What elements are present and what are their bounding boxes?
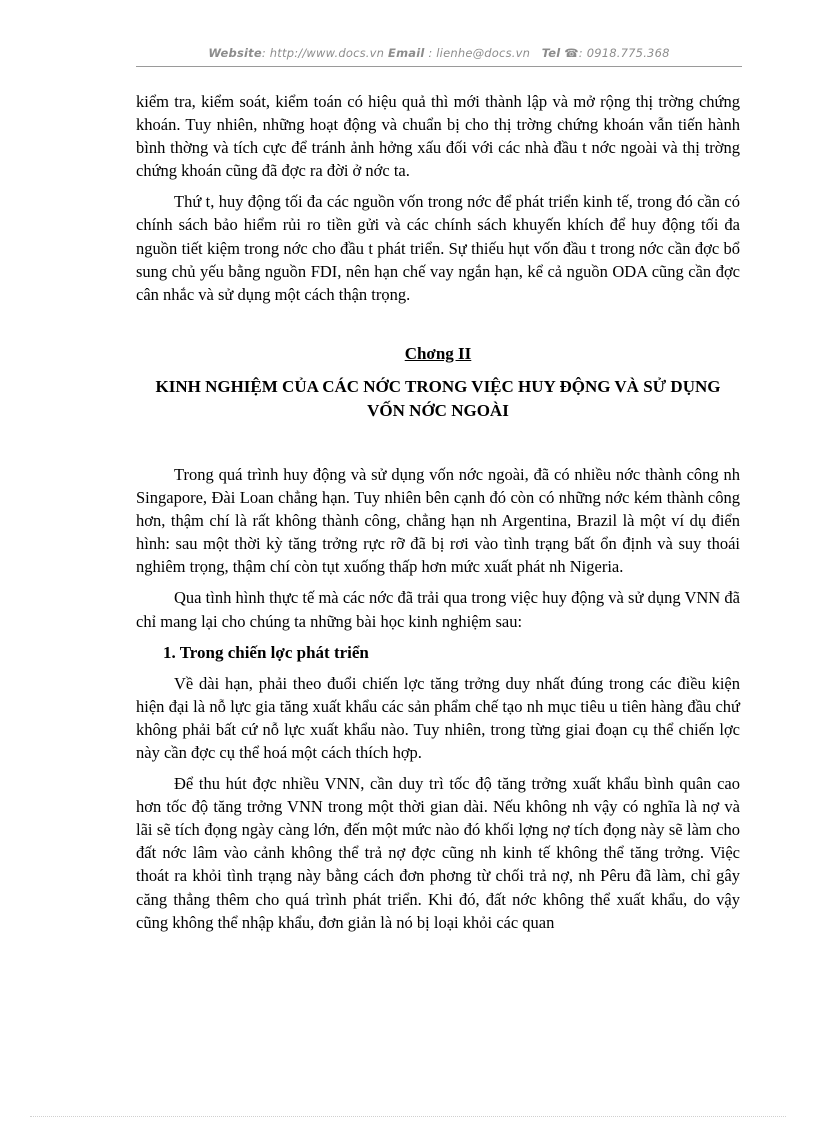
header-divider bbox=[136, 66, 742, 67]
paragraph-3: Trong quá trình huy động và sử dụng vốn nớc ngoài, đã có nhiều nớc thành công nh Singapore, Đài Loan chẳng hạn. Tuy nhiên bên cạnh đó còn có những nớc kém thành công hơn, thậm chí là rất không thành công, chẳng hạn nh Argentina, Brazil là một ví dụ điển hình: sau một thời kỳ tăng trởng rực rỡ đã bị rơi vào tình trạng bất ổn định và suy thoái nghiêm trọng, thậm chí còn tụt xuống thấp hơn mức xuất phát nh Nigeria. bbox=[136, 464, 740, 577]
paragraph-1: kiểm tra, kiểm soát, kiểm toán có hiệu quả thì mới thành lập và mở rộng thị trờng chứng khoán. Tuy nhiên, những hoạt động và chuẩn bị cho thị trờng chứng khoán vẫn tiến hành bình thờng và tích cực để tránh ảnh hởng xấu đối với các nhà đầu t nớc ngoài và thị trờng chứng khoán cũng đã đợc ra đời ở nớc ta. bbox=[136, 92, 740, 181]
tel-label: Tel bbox=[541, 46, 561, 60]
document-body bbox=[136, 90, 740, 934]
email-value: : lienhe@docs.vn bbox=[428, 46, 531, 60]
paragraph-4: Qua tình hình thực tế mà các nớc đã trải qua trong việc huy động và sử dụng VNN đã chỉ mang lại cho chúng ta những bài học kinh nghiệm sau: bbox=[136, 588, 740, 631]
chapter-heading: Chơng II bbox=[404, 343, 472, 363]
chapter-title: KINH NGHIỆM CỦA CÁC NỚC TRONG VIỆC HUY ĐỘNG VÀ SỬ DỤNG VỐN NỚC NGOÀI bbox=[155, 376, 721, 420]
website-label: Website bbox=[208, 46, 262, 60]
section-heading-1: 1. Trong chiến lợc phát triển bbox=[163, 642, 369, 662]
footer-divider bbox=[30, 1116, 786, 1117]
email-label: Email bbox=[388, 46, 425, 60]
phone-icon: ☎ bbox=[564, 46, 579, 60]
paragraph-2: Thứ t, huy động tối đa các nguồn vốn trong nớc để phát triển kinh tế, trong đó cần có chính sách bảo hiểm rủi ro tiền gửi và các chính sách khuyến khích để huy động tối đa nguồn tiết kiệm trong nớc cho đầu t phát triển. Sự thiếu hụt vốn đầu t trong nớc cần đợc bổ sung chủ yếu bằng nguồn FDI, nên hạn chế vay ngắn hạn, kể cả nguồn ODA cũng cần đợc cân nhắc và sử dụng một cách thận trọng. bbox=[136, 192, 740, 304]
tel-value: : 0918.775.368 bbox=[578, 46, 670, 60]
paragraph-6: Để thu hút đợc nhiều VNN, cần duy trì tốc độ tăng trởng xuất khẩu bình quân cao hơn tốc độ tăng trởng VNN trong một thời gian dài. Nếu không nh vậy có nghĩa là nợ và lãi sẽ tích đọng ngày càng lớn, đến một mức nào đó khối lợng nợ tích đọng này sẽ làm cho đất nớc lâm vào cảnh không thể trả nợ đợc cũng nh kinh tế không thể tăng trởng. Việc thoát ra khỏi tình trạng này bằng cách đơn phơng từ chối trả nợ, nh Pêru đã làm, chỉ gây căng thẳng thêm cho quá trình phát triển. Khi đó, đất nớc không thể xuất khẩu, do vậy cũng không thể nhập khẩu, đơn giản là nó bị loại khỏi các quan bbox=[136, 774, 740, 932]
page-header bbox=[136, 46, 742, 60]
paragraph-5: Về dài hạn, phải theo đuổi chiến lợc tăng trởng duy nhất đúng trong các điều kiện hiện đại là nỗ lực gia tăng xuất khẩu các sản phẩm chế tạo nh mục tiêu u tiên hàng đầu chứ không phải bất cứ nỗ lực xuất khẩu nào. Tuy nhiên, trong từng giai đoạn cụ thể chiến lợc này cần đợc cụ thể hoá một cách thích hợp. bbox=[136, 673, 740, 762]
website-value: : http://www.docs.vn bbox=[261, 46, 385, 60]
